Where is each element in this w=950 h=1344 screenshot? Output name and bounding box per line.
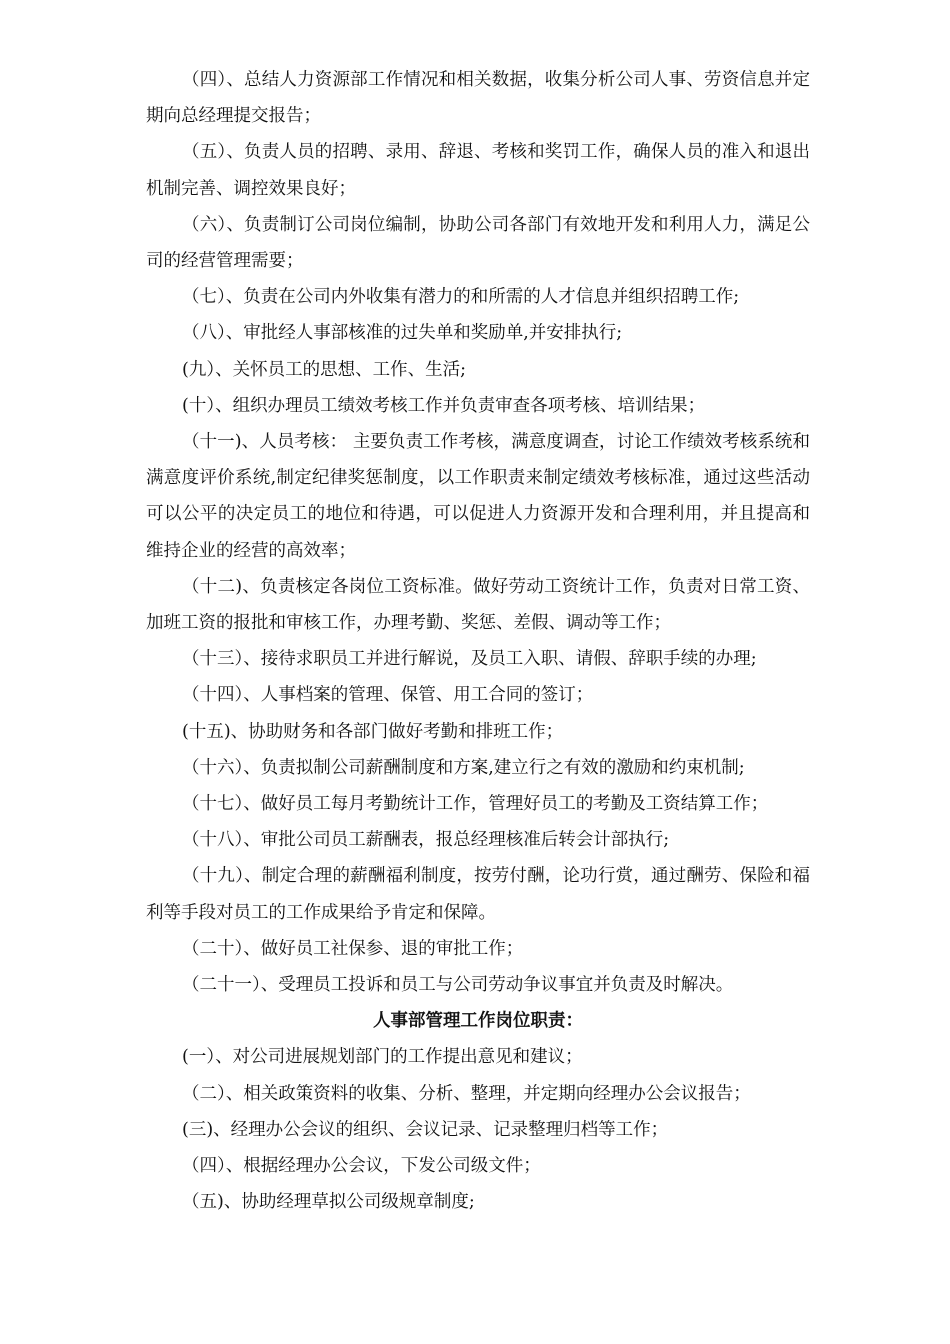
paragraph-item: （十九）、制定合理的薪酬福利制度，按劳付酬，论功行赏，通过酬劳、保险和福利等手段对员工的工作成果给予肯定和保障。 bbox=[146, 866, 810, 923]
paragraph-item: （四）、根据经理办公会议，下发公司级文件； bbox=[182, 1156, 541, 1177]
paragraph-item: （十七）、做好员工每月考勤统计工作，管理好员工的考勤及工资结算工作； bbox=[182, 794, 769, 815]
paragraph-item: （二十）、做好员工社保参、退的审批工作； bbox=[182, 938, 524, 959]
paragraph-item: (一）、对公司进展规划部门的工作提出意见和建议； bbox=[182, 1047, 583, 1068]
section-heading: 人事部管理工作岗位职责： bbox=[373, 1011, 583, 1032]
paragraph-item: （七）、负责在公司内外收集有潜力的和所需的人才信息并组织招聘工作; bbox=[182, 287, 740, 308]
paragraph-item: （十一)、人员考核： 主要负责工作考核，满意度调查，讨论工作绩效考核系统和满意度评价系统,制定纪律奖惩制度，以工作职责来制定绩效考核标准，通过这些活动可以公平的决定员工的地位和待遇，可以促进人力资源开发和合理利用，并且提高和维持企业的经营的高效率； bbox=[146, 432, 810, 561]
paragraph-item: (三)、经理办公会议的组织、会议记录、记录整理归档等工作； bbox=[182, 1119, 669, 1140]
paragraph-item: （十四）、人事档案的管理、保管、用工合同的签订； bbox=[182, 685, 594, 706]
paragraph-item: (十五)、协助财务和各部门做好考勤和排班工作； bbox=[182, 721, 564, 742]
paragraph-item: (十）、组织办理员工绩效考核工作并负责审查各项考核、培训结果； bbox=[182, 395, 706, 416]
paragraph-item: （八）、审批经人事部核准的过失单和奖励单,并安排执行; bbox=[182, 323, 623, 344]
paragraph-item: （十三）、接待求职员工并进行解说，及员工入职、请假、辞职手续的办理; bbox=[182, 649, 757, 670]
paragraph-item: （十二)、负责核定各岗位工资标准。做好劳动工资统计工作，负责对日常工资、加班工资的报批和审核工作，办理考勤、奖惩、差假、调动等工作； bbox=[146, 576, 810, 634]
paragraph-item: （二）、相关政策资料的收集、分析、整理，并定期向经理办公会议报告； bbox=[182, 1083, 751, 1104]
document-body bbox=[146, 62, 810, 1221]
paragraph-item: (九）、关怀员工的思想、工作、生活; bbox=[182, 359, 466, 380]
paragraph-item: （四）、总结人力资源部工作情况和相关数据，收集分析公司人事、劳资信息并定期向总经理提交报告； bbox=[146, 70, 810, 127]
paragraph-item: （六）、负责制订公司岗位编制，协助公司各部门有效地开发和利用人力，满足公司的经营管理需要； bbox=[146, 214, 810, 272]
paragraph-item: （二十一）、受理员工投诉和员工与公司劳动争议事宜并负责及时解决。 bbox=[182, 975, 734, 996]
paragraph-item: （五）、负责人员的招聘、录用、辞退、考核和奖罚工作，确保人员的准入和退出机制完善、调控效果良好； bbox=[146, 142, 810, 199]
paragraph-item: （五)、协助经理草拟公司级规章制度; bbox=[182, 1192, 475, 1213]
paragraph-item: （十六）、负责拟制公司薪酬制度和方案,建立行之有效的激励和约束机制; bbox=[182, 757, 745, 778]
paragraph-item: （十八）、审批公司员工薪酬表，报总经理核准后转会计部执行; bbox=[182, 830, 670, 851]
